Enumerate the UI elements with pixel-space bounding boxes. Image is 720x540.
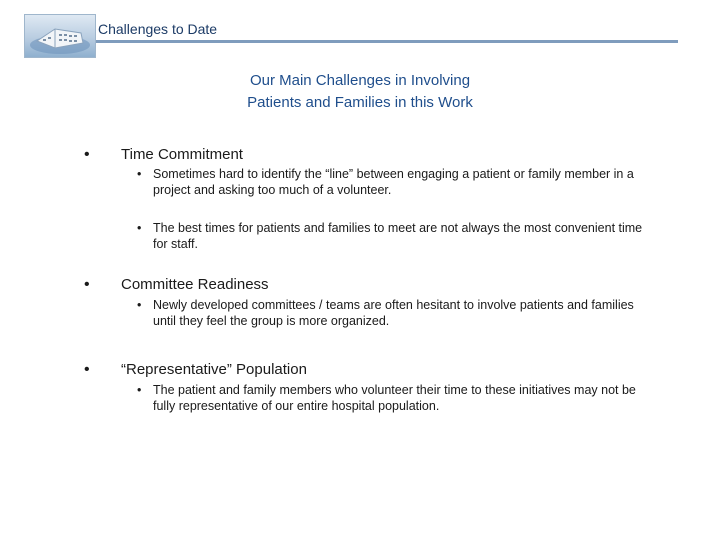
sub-bullet-icon: • bbox=[137, 383, 142, 397]
section-title: Time Commitment bbox=[121, 146, 243, 163]
sub-bullet-icon: • bbox=[137, 167, 142, 181]
section-title: “Representative” Population bbox=[121, 361, 307, 378]
header-divider bbox=[96, 40, 678, 43]
header-title: Challenges to Date bbox=[98, 21, 218, 37]
list-item: • Newly developed committees / teams are often hesitant to involve patients and families until they feel the group is more organized. bbox=[137, 298, 634, 328]
list-item: • The best times for patients and families to meet are not always the most convenient time for staff. bbox=[137, 221, 643, 251]
sub-bullet-icon: • bbox=[137, 221, 142, 235]
bullet-icon: • bbox=[84, 361, 90, 378]
list-item: • Sometimes hard to identify the “line” between engaging a patient or family member in a project and asking too much of a volunteer. bbox=[137, 167, 634, 197]
subtitle-line-2: Patients and Families in this Work bbox=[247, 94, 473, 111]
bullet-icon: • bbox=[84, 146, 90, 163]
slide-subtitle bbox=[0, 70, 720, 114]
hospital-building-icon bbox=[24, 14, 96, 58]
section-title: Committee Readiness bbox=[121, 276, 269, 293]
sub-bullet-icon: • bbox=[137, 298, 142, 312]
subtitle-line-1: Our Main Challenges in Involving bbox=[249, 72, 471, 89]
bullet-icon: • bbox=[84, 276, 90, 293]
list-item: • The patient and family members who volunteer their time to these initiatives may not be fully representative of our entire hospital population. bbox=[137, 383, 636, 413]
